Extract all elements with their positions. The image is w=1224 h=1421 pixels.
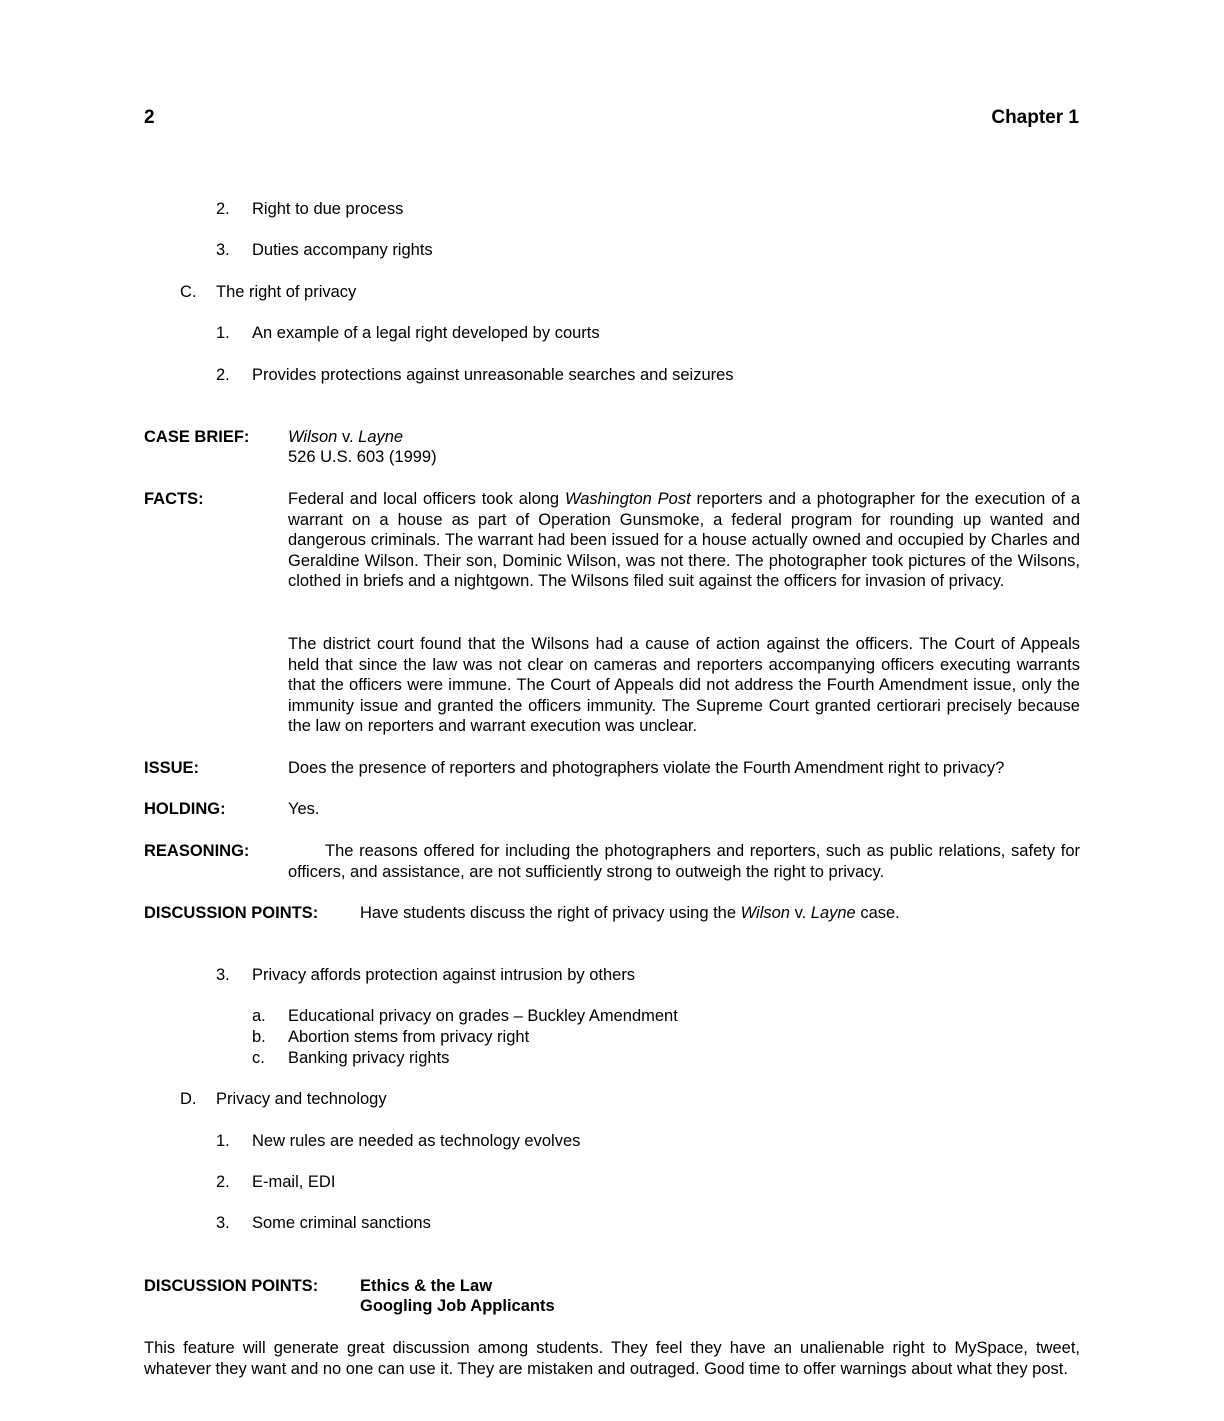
outline-number: 3. xyxy=(216,1214,230,1232)
case-party-2: Layne xyxy=(358,428,404,446)
case-versus: v. xyxy=(790,904,811,922)
facts-label: FACTS: xyxy=(144,490,204,508)
case-brief-label: CASE BRIEF: xyxy=(144,428,250,446)
case-citation: 526 U.S. 603 (1999) xyxy=(288,448,437,466)
outline-text: Provides protections against unreasonable searches and seizures xyxy=(252,366,734,384)
outline-letter: C. xyxy=(180,283,197,301)
outline-text: E-mail, EDI xyxy=(252,1173,336,1191)
facts-text: reporters and a photographer for the execution of a warrant on a house as part of Operation Gunsmoke, a federal program for rounding up wanted and dangerous criminals. The warrant had been issued for a house actually owned and occupied by Charles and Geraldine Wilson. Their son, Dominic Wilson, was not there. The photographer took pictures of the Wilsons, clothed in briefs and a nightgown. The Wilsons filed suit against the officers for invasion of privacy. xyxy=(288,490,1080,591)
discussion-points-label: DISCUSSION POINTS: xyxy=(144,1277,319,1295)
outline-number: 3. xyxy=(216,241,230,259)
outline-text: The right of privacy xyxy=(216,283,357,301)
outline-text: Privacy affords protection against intrusion by others xyxy=(252,966,636,984)
discussion-text: case. xyxy=(855,904,900,922)
case-party-1: Wilson xyxy=(740,904,790,922)
page-number: 2 xyxy=(144,107,155,128)
outline-number: 2. xyxy=(216,366,230,384)
reasoning-label: REASONING: xyxy=(144,842,250,860)
outline-text: An example of a legal right developed by courts xyxy=(252,324,600,342)
case-party-1: Wilson xyxy=(288,428,338,446)
holding-label: HOLDING: xyxy=(144,800,226,818)
outline-letter: D. xyxy=(180,1090,197,1108)
feature-subtitle: Googling Job Applicants xyxy=(360,1297,555,1315)
outline-text: Duties accompany rights xyxy=(252,241,433,259)
reasoning-text: The reasons offered for including the photographers and reporters, such as public relations, safety for officers, and assistance, are not sufficiently strong to outweigh the right to privacy. xyxy=(288,842,1080,881)
outline-text: Educational privacy on grades – Buckley Amendment xyxy=(288,1007,678,1025)
discussion-text: Have students discuss the right of privacy using the xyxy=(360,904,741,922)
feature-title: Ethics & the Law xyxy=(360,1277,493,1295)
outline-number: 1. xyxy=(216,1132,230,1150)
facts-text: Federal and local officers took along xyxy=(288,490,565,508)
discussion-points-text xyxy=(360,903,900,924)
outline-number: 1. xyxy=(216,324,230,342)
chapter-title: Chapter 1 xyxy=(991,107,1079,128)
outline-text: New rules are needed as technology evolves xyxy=(252,1132,581,1150)
issue-label: ISSUE: xyxy=(144,759,200,777)
outline-number: 3. xyxy=(216,966,230,984)
holding-text: Yes. xyxy=(288,800,320,818)
outline-letter: c. xyxy=(252,1049,265,1067)
discussion-paragraph: This feature will generate great discussion among students. They feel they have an unalienable right to MySpace, tweet, whatever they want and no one can use it. They are mistaken and outraged. Good time to offer warnings about what they post. xyxy=(144,1339,1080,1378)
issue-text: Does the presence of reporters and photographers violate the Fourth Amendment right to privacy? xyxy=(288,759,1005,777)
case-versus: v. xyxy=(337,428,359,446)
facts-paragraph-1 xyxy=(288,489,1080,592)
case-name xyxy=(288,427,403,448)
outline-number: 2. xyxy=(216,1173,230,1191)
outline-text: Abortion stems from privacy right xyxy=(288,1028,530,1046)
outline-letter: b. xyxy=(252,1028,266,1046)
outline-letter: a. xyxy=(252,1007,266,1025)
facts-paragraph-2: The district court found that the Wilsons had a cause of action against the officers. The Court of Appeals held that since the law was not clear on cameras and reporters accompanying officers executing warrants that the officers were immune. The Court of Appeals did not address the Fourth Amendment issue, only the immunity issue and granted the officers immunity. The Supreme Court granted certiorari precisely because the law on reporters and warrant execution was unclear. xyxy=(288,635,1080,736)
outline-text: Banking privacy rights xyxy=(288,1049,450,1067)
outline-text: Privacy and technology xyxy=(216,1090,387,1108)
outline-text: Some criminal sanctions xyxy=(252,1214,431,1232)
outline-text: Right to due process xyxy=(252,200,404,218)
newspaper-name: Washington Post xyxy=(564,490,691,508)
reasoning-paragraph xyxy=(288,841,1080,882)
outline-number: 2. xyxy=(216,200,230,218)
discussion-points-label: DISCUSSION POINTS: xyxy=(144,904,319,922)
case-party-2: Layne xyxy=(810,904,856,922)
